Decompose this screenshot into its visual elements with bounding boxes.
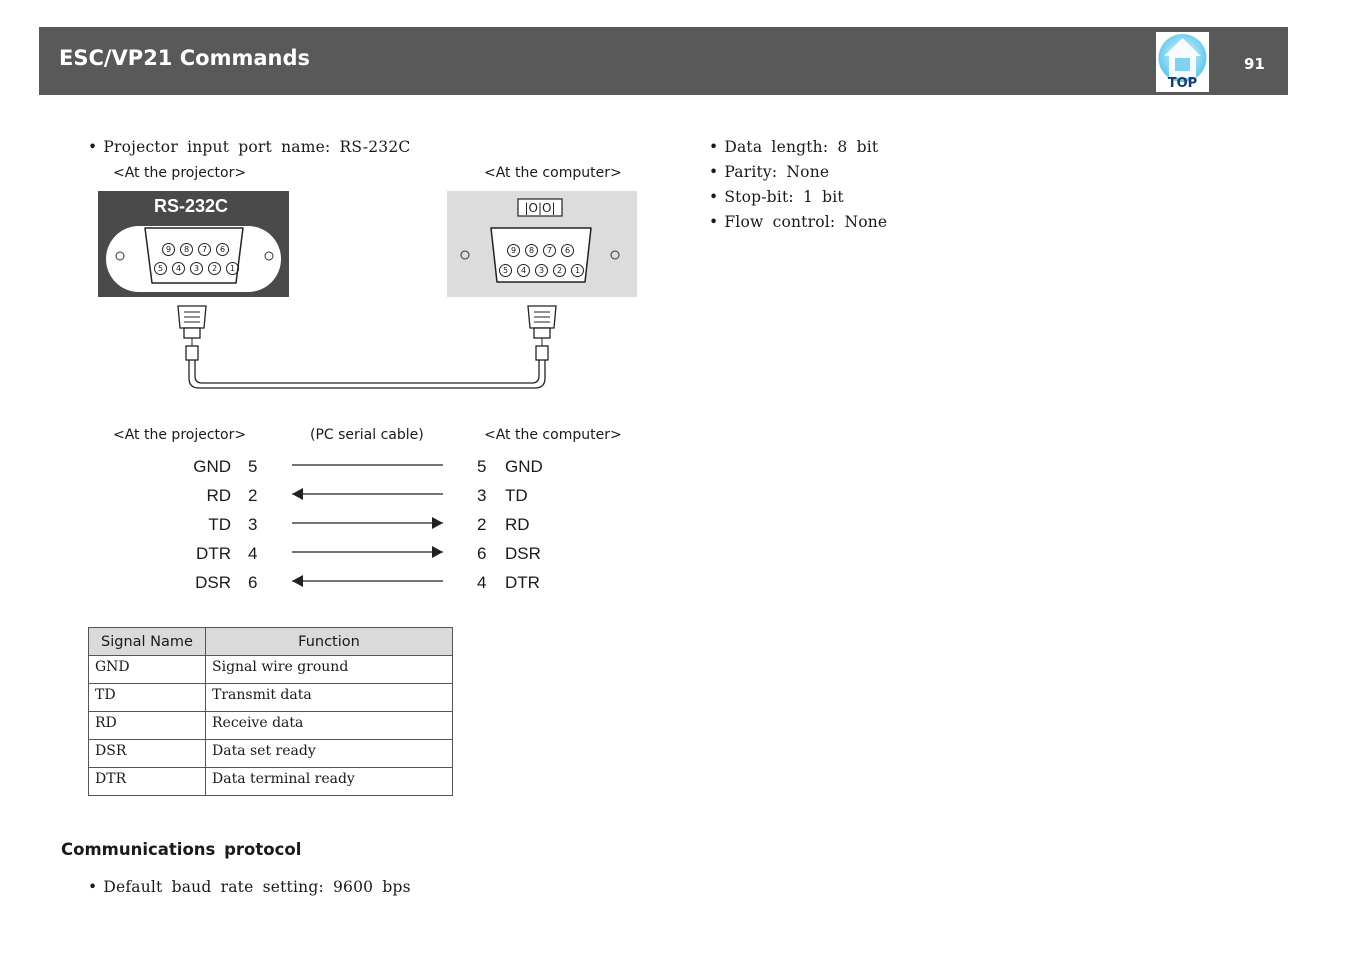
page-title: ESC/VP21 Commands: [59, 46, 310, 70]
pin: 1: [571, 264, 584, 277]
signal-table: [88, 627, 453, 796]
pin: 9: [507, 244, 520, 257]
pin: 9: [162, 243, 175, 256]
pin: 4: [517, 264, 530, 277]
serial-cable-icon: [170, 300, 570, 395]
function-cell: Signal wire ground: [206, 656, 453, 684]
computer-pins-bottom: [499, 258, 584, 277]
pin: 6: [216, 243, 229, 256]
table-row: [89, 712, 453, 740]
section-heading: Communications protocol: [61, 840, 302, 859]
port-name-bullet: • Projector input port name: RS-232C: [88, 138, 410, 156]
table-header-row: [89, 628, 453, 656]
page-number: 91: [1244, 55, 1265, 73]
computer-pin-number: 6: [477, 544, 487, 563]
baud-rate-bullet: • Default baud rate setting: 9600 bps: [88, 878, 411, 896]
cable-label: (PC serial cable): [310, 427, 424, 443]
signal-name-cell: DTR: [89, 768, 206, 796]
at-computer-label: <At the computer>: [484, 427, 622, 443]
at-projector-label-top: <At the projector>: [113, 165, 247, 181]
table-row: [89, 740, 453, 768]
signal-line-right-arrow: [290, 516, 446, 530]
pin: 8: [180, 243, 193, 256]
top-button-label: TOP: [1167, 76, 1198, 91]
signal-line-right-arrow: [290, 545, 446, 559]
table-row: [89, 656, 453, 684]
column-header: Signal Name: [89, 628, 206, 656]
signal-line-plain: [290, 458, 446, 472]
projector-port-label: RS-232C: [153, 196, 229, 216]
signal-name-cell: DSR: [89, 740, 206, 768]
pin: 3: [190, 262, 203, 275]
pin: 2: [553, 264, 566, 277]
computer-pin-number: 5: [477, 457, 487, 476]
projector-signal-label: RD: [206, 486, 231, 505]
signal-name-cell: GND: [89, 656, 206, 684]
pin: 5: [499, 264, 512, 277]
projector-signal-label: GND: [193, 457, 231, 476]
computer-port-panel: [447, 191, 637, 297]
parity-bullet: • Parity: None: [709, 163, 829, 181]
computer-signal-label: DTR: [505, 573, 540, 592]
computer-signal-label: RD: [505, 515, 530, 534]
projector-pin-number: 6: [248, 573, 258, 592]
top-button[interactable]: [1156, 32, 1209, 92]
projector-pin-number: 4: [248, 544, 258, 563]
table-row: [89, 768, 453, 796]
flow-control-bullet: • Flow control: None: [709, 213, 887, 231]
pin: 7: [543, 244, 556, 257]
column-header: Function: [206, 628, 453, 656]
function-cell: Data terminal ready: [206, 768, 453, 796]
projector-signal-label: TD: [208, 515, 231, 534]
function-cell: Transmit data: [206, 684, 453, 712]
pin: 8: [525, 244, 538, 257]
projector-signal-label: DTR: [196, 544, 231, 563]
projector-port-panel: [98, 191, 289, 297]
computer-pins-top: [507, 238, 574, 257]
computer-signal-label: TD: [505, 486, 528, 505]
signal-name-cell: TD: [89, 684, 206, 712]
pin: 5: [154, 262, 167, 275]
projector-signal-label: DSR: [195, 573, 231, 592]
at-computer-label-top: <At the computer>: [484, 165, 622, 181]
stop-bit-bullet: • Stop-bit: 1 bit: [709, 188, 844, 206]
function-cell: Data set ready: [206, 740, 453, 768]
pin: 3: [535, 264, 548, 277]
computer-signal-label: DSR: [505, 544, 541, 563]
projector-pin-number: 2: [248, 486, 258, 505]
computer-pin-number: 2: [477, 515, 487, 534]
computer-pin-number: 4: [477, 573, 487, 592]
table-row: [89, 684, 453, 712]
computer-signal-label: GND: [505, 457, 543, 476]
at-projector-label: <At the projector>: [113, 427, 247, 443]
signal-line-left-arrow: [290, 487, 446, 501]
computer-pin-number: 3: [477, 486, 487, 505]
function-cell: Receive data: [206, 712, 453, 740]
pin: 7: [198, 243, 211, 256]
pin: 6: [561, 244, 574, 257]
signal-line-left-arrow: [290, 574, 446, 588]
svg-text:|O|O|: |O|O|: [524, 201, 556, 215]
projector-pin-number: 3: [248, 515, 258, 534]
projector-pins-top: [162, 237, 229, 256]
signal-name-cell: RD: [89, 712, 206, 740]
data-length-bullet: • Data length: 8 bit: [709, 138, 878, 156]
projector-pins-bottom: [154, 256, 239, 275]
pin: 4: [172, 262, 185, 275]
pin: 2: [208, 262, 221, 275]
projector-pin-number: 5: [248, 457, 258, 476]
pin: 1: [226, 262, 239, 275]
